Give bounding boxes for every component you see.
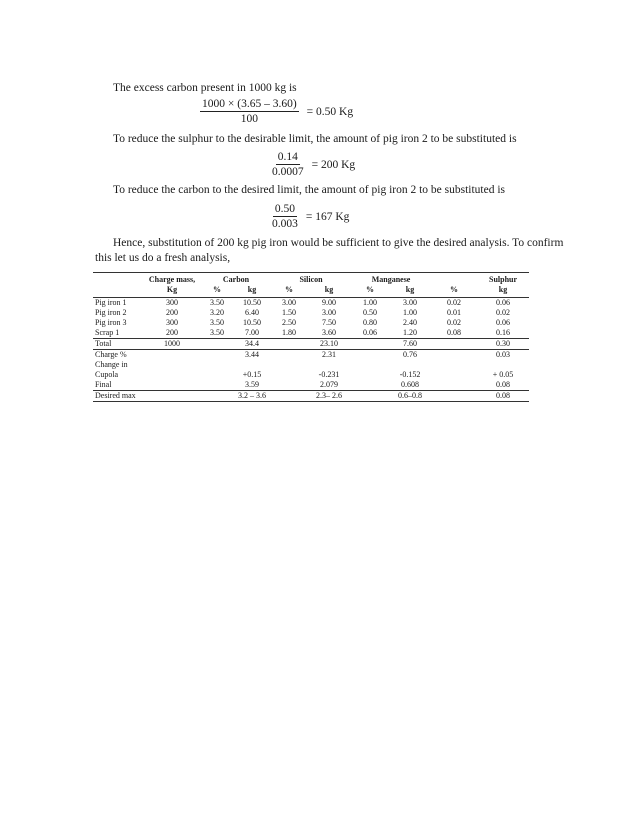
carbon-equation	[272, 203, 349, 230]
empty-cell	[271, 380, 307, 391]
table-row	[93, 328, 529, 339]
equation-denominator: 100	[240, 113, 258, 125]
conclusion-line-2: this let us do a fresh analysis,	[95, 252, 231, 264]
table-cell: 3.00	[389, 298, 431, 309]
empty-cell	[201, 339, 233, 350]
empty-cell	[431, 350, 477, 361]
table-row	[93, 308, 529, 318]
conclusion-line-1: Hence, substitution of 200 kg pig iron would be sufficient to give the desired analysis. To confirm	[113, 237, 564, 249]
table-cell: 3.50	[201, 298, 233, 309]
table-cell: 0.06	[477, 298, 529, 309]
subheader-cell: Kg	[166, 285, 178, 294]
table-cell: 0.02	[496, 308, 511, 317]
table-cell: 0.02	[447, 318, 462, 327]
subheader-cell: kg	[324, 285, 334, 294]
equation-numerator: 0.14	[277, 151, 298, 163]
empty-cell	[431, 370, 477, 380]
empty-cell	[431, 380, 477, 391]
empty-cell	[271, 339, 307, 350]
carbon-intro: To reduce the carbon to the desired limit, the amount of pig iron 2 to be substituted is	[113, 184, 506, 196]
header-carbon: Carbon	[201, 273, 271, 286]
table-cell: 2.3– 2.6	[307, 391, 351, 402]
empty-cell	[143, 370, 201, 380]
equation-result: = 0.50 Kg	[306, 105, 354, 118]
table-cell: 1.50	[282, 308, 297, 317]
table-cell: 3.2 – 3.6	[233, 391, 271, 402]
table-cell: 200	[166, 328, 178, 337]
table-cell: 0.76	[389, 350, 431, 361]
row-label: Total	[93, 339, 143, 350]
table-cell: 10.50	[243, 318, 261, 327]
row-label: Pig iron 3	[95, 318, 127, 327]
table-header-row	[93, 273, 529, 286]
table-cell: 2.40	[403, 318, 418, 327]
empty-cell	[351, 380, 389, 391]
subheader-cell: kg	[405, 285, 415, 294]
subheader-cell: %	[213, 285, 221, 294]
empty-cell	[201, 380, 233, 391]
table-cell: 2.50	[282, 318, 297, 327]
table-cell: 3.50	[210, 328, 224, 337]
empty-cell	[143, 380, 201, 391]
table-cell: 2.079	[320, 380, 339, 389]
empty-cell	[431, 339, 477, 350]
empty-cell	[351, 350, 389, 361]
row-label: Pig iron 2	[95, 308, 127, 317]
table-cell: -0.152	[399, 370, 421, 379]
empty-cell	[351, 391, 389, 402]
table-cell: 1.80	[282, 328, 297, 337]
equation-result: = 167 Kg	[305, 210, 350, 223]
table-cell: 9.00	[307, 298, 351, 309]
row-label: Desired max	[93, 391, 143, 402]
row-label: Charge %	[93, 350, 143, 361]
table-row-charge	[93, 350, 529, 361]
table-cell: 23.10	[307, 339, 351, 350]
empty-cell	[271, 391, 307, 402]
table-cell: 1.20	[403, 328, 418, 337]
table-cell: 0.06	[363, 328, 378, 337]
row-label: Scrap 1	[95, 328, 120, 337]
table-subheader-row	[93, 285, 529, 298]
empty-cell	[351, 370, 389, 380]
header-silicon: Silicon	[271, 273, 351, 286]
empty-cell	[143, 391, 201, 402]
table-cell: 1.00	[351, 298, 389, 309]
table-cell: 0.02	[431, 298, 477, 309]
row-label: Pig iron 1	[93, 298, 143, 309]
table-row-final	[93, 380, 529, 391]
header-sulphur: Sulphur	[477, 273, 529, 286]
table-cell: 0.08	[496, 380, 511, 389]
subheader-cell: %	[366, 285, 375, 294]
table-cell: 1000	[143, 339, 201, 350]
empty-cell	[201, 350, 233, 361]
table-cell: 0.30	[477, 339, 529, 350]
table-cell: 200	[166, 308, 178, 317]
table-cell: 0.06	[496, 318, 511, 327]
table-row-cupola	[93, 370, 529, 380]
table-cell: 0.16	[496, 328, 511, 337]
subheader-cell: kg	[247, 285, 257, 294]
empty-cell	[143, 350, 201, 361]
empty-cell	[271, 370, 307, 380]
header-charge-mass: Charge mass,	[143, 273, 201, 286]
header-cell	[431, 273, 477, 286]
row-label: Change in	[95, 360, 128, 369]
empty-cell	[201, 391, 233, 402]
sulphur-intro: To reduce the sulphur to the desirable limit, the amount of pig iron 2 to be substituted is	[113, 133, 517, 145]
excess-carbon-intro: The excess carbon present in 1000 kg is	[113, 82, 297, 94]
table-cell: 3.20	[210, 308, 224, 317]
subheader-cell: %	[450, 285, 459, 294]
table-cell: + 0.05	[492, 370, 514, 379]
subheader-cell: %	[285, 285, 294, 294]
excess-carbon-equation	[200, 98, 353, 125]
empty-cell	[201, 370, 233, 380]
table-cell: 7.50	[322, 318, 337, 327]
table-cell: 6.40	[245, 308, 259, 317]
sulphur-equation	[272, 151, 355, 178]
table-row	[93, 318, 529, 328]
table-cell: 7.60	[389, 339, 431, 350]
empty-cell	[271, 350, 307, 361]
table-cell: 34.4	[233, 339, 271, 350]
table-cell: 1.00	[403, 308, 418, 317]
table-cell: 300	[143, 298, 201, 309]
subheader-cell: kg	[498, 285, 508, 294]
table-cell: 3.50	[210, 318, 224, 327]
equation-numerator: 0.50	[274, 203, 295, 215]
table-cell: 3.59	[245, 380, 259, 389]
table-cell: 0.608	[401, 380, 420, 389]
row-label: Cupola	[95, 370, 119, 379]
table-cell: 0.01	[447, 308, 462, 317]
table-cell: 3.44	[233, 350, 271, 361]
equation-numerator: 1000 × (3.65 – 3.60)	[202, 98, 297, 110]
table-row-desired	[93, 391, 529, 402]
table-cell: 0.50	[363, 308, 378, 317]
subheader-cell	[93, 285, 143, 298]
table-cell: 3.00	[271, 298, 307, 309]
table-cell: 0.08	[447, 328, 462, 337]
equation-result: = 200 Kg	[311, 158, 356, 171]
table-cell: 0.03	[477, 350, 529, 361]
row-label: Final	[95, 380, 112, 389]
header-cell	[93, 273, 143, 286]
table-cell: 0.6–0.8	[389, 391, 431, 402]
table-cell: 0.08	[477, 391, 529, 402]
table-cell: 0.80	[363, 318, 378, 327]
table-cell: 3.60	[322, 328, 337, 337]
equation-denominator: 0.0007	[272, 166, 304, 178]
table-cell: 7.00	[245, 328, 259, 337]
table-row	[93, 298, 529, 309]
table-cell: +0.15	[242, 370, 262, 379]
empty-cell	[351, 339, 389, 350]
table-row-total	[93, 339, 529, 350]
header-manganese: Manganese	[351, 273, 431, 286]
charge-analysis-table	[93, 272, 529, 402]
table-cell: 300	[166, 318, 178, 327]
table-cell: -0.231	[318, 370, 340, 379]
empty-cell	[431, 391, 477, 402]
table-cell: 10.50	[233, 298, 271, 309]
equation-denominator: 0.003	[272, 218, 298, 230]
table-cell: 3.00	[322, 308, 337, 317]
table-cell: 2.31	[307, 350, 351, 361]
table-row-change-in	[93, 360, 529, 370]
